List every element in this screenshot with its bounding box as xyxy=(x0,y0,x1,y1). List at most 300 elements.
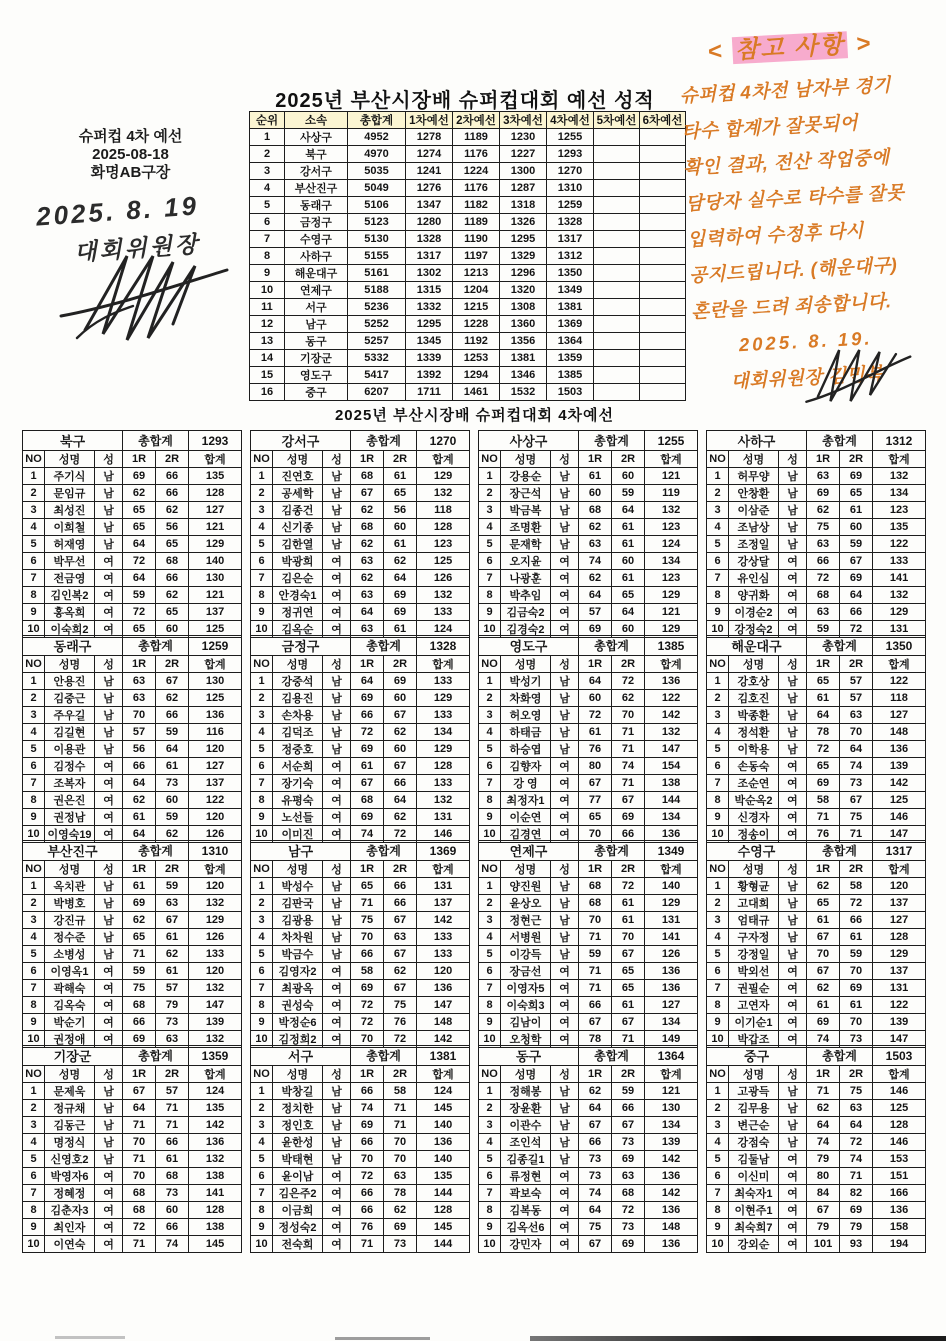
player-cell: 1 xyxy=(251,878,273,895)
player-cell: 여 xyxy=(779,980,807,997)
player-cell: 71 xyxy=(612,775,645,792)
player-cell: 72 xyxy=(840,621,873,638)
player-cell: 박추임 xyxy=(501,587,551,604)
district-col-header: 2R xyxy=(384,861,417,878)
player-row xyxy=(251,912,470,929)
player-cell: 1 xyxy=(251,673,273,690)
player-cell: 2 xyxy=(479,895,501,912)
player-cell: 2 xyxy=(479,1100,501,1117)
ranking-col-header: 5차예선 xyxy=(594,112,640,129)
player-cell: 61 xyxy=(156,929,189,946)
ranking-cell: 서구 xyxy=(285,299,348,316)
district-title-row xyxy=(479,841,698,861)
ranking-cell: 5 xyxy=(250,197,285,214)
district-table-남구 xyxy=(250,840,469,1048)
scan-artifact xyxy=(55,1336,125,1339)
district-total-value: 1255 xyxy=(645,431,698,451)
player-cell: 권정남 xyxy=(45,809,95,826)
notice-line: 확인 결과, 전산 작업중에 xyxy=(683,146,891,178)
player-cell: 129 xyxy=(873,604,926,621)
player-cell: 7 xyxy=(251,775,273,792)
ranking-cell: 1350 xyxy=(547,265,594,282)
player-cell: 69 xyxy=(351,690,384,707)
player-cell: 여 xyxy=(779,621,807,638)
player-row xyxy=(707,519,926,536)
player-cell: 70 xyxy=(351,929,384,946)
player-row xyxy=(479,963,698,980)
player-cell: 여 xyxy=(323,1014,351,1031)
player-cell: 이현주1 xyxy=(729,1202,779,1219)
district-name: 서구 xyxy=(251,1046,351,1066)
player-cell: 여 xyxy=(551,809,579,826)
player-cell: 8 xyxy=(23,587,45,604)
player-cell: 140 xyxy=(189,553,242,570)
player-cell: 64 xyxy=(612,502,645,519)
player-cell: 73 xyxy=(612,1134,645,1151)
player-cell: 남 xyxy=(95,1117,123,1134)
player-row xyxy=(479,929,698,946)
player-cell: 여 xyxy=(779,809,807,826)
player-row xyxy=(707,1185,926,1202)
player-cell: 62 xyxy=(123,912,156,929)
player-cell: 78 xyxy=(384,1185,417,1202)
player-cell: 133 xyxy=(417,929,470,946)
ranking-cell xyxy=(640,299,686,316)
player-cell: 이희철 xyxy=(45,519,95,536)
player-cell: 5 xyxy=(479,946,501,963)
player-cell: 5 xyxy=(707,536,729,553)
district-col-header: 성명 xyxy=(501,861,551,878)
player-cell: 여 xyxy=(323,1219,351,1236)
chairman-signature xyxy=(55,242,235,357)
player-cell: 69 xyxy=(123,895,156,912)
player-cell: 여 xyxy=(95,792,123,809)
player-row xyxy=(251,1168,470,1185)
player-cell: 7 xyxy=(707,775,729,792)
player-row xyxy=(707,502,926,519)
player-cell: 70 xyxy=(807,946,840,963)
player-cell: 4 xyxy=(251,1134,273,1151)
player-cell: 허무양 xyxy=(729,468,779,485)
player-row xyxy=(23,980,242,997)
player-row xyxy=(23,775,242,792)
player-cell: 10 xyxy=(251,1236,273,1253)
ranking-cell: 1503 xyxy=(547,384,594,401)
player-cell: 72 xyxy=(840,1134,873,1151)
player-cell: 67 xyxy=(807,929,840,946)
player-cell: 정귀연 xyxy=(273,604,323,621)
district-title-row xyxy=(251,1046,470,1066)
player-cell: 67 xyxy=(612,1117,645,1134)
player-cell: 남 xyxy=(323,1083,351,1100)
player-cell: 박순기 xyxy=(45,1014,95,1031)
ranking-cell: 1 xyxy=(250,129,285,146)
player-cell: 129 xyxy=(873,946,926,963)
player-cell: 66 xyxy=(351,1185,384,1202)
player-cell: 전금영 xyxy=(45,570,95,587)
player-cell: 8 xyxy=(23,997,45,1014)
ranking-cell: 1241 xyxy=(406,163,453,180)
district-col-header: 성명 xyxy=(273,656,323,673)
player-row xyxy=(251,980,470,997)
player-cell: 123 xyxy=(645,519,698,536)
player-cell: 2 xyxy=(23,690,45,707)
player-cell: 정중호 xyxy=(273,741,323,758)
player-cell: 남 xyxy=(551,1134,579,1151)
player-cell: 166 xyxy=(873,1185,926,1202)
player-cell: 장기숙 xyxy=(273,775,323,792)
district-col-header: 1R xyxy=(579,451,612,468)
district-table-중구 xyxy=(706,1045,925,1253)
ranking-cell: 1360 xyxy=(500,316,547,333)
district-col-header: 합계 xyxy=(873,1066,926,1083)
player-cell: 정현근 xyxy=(501,912,551,929)
player-cell: 남 xyxy=(95,741,123,758)
player-cell: 남 xyxy=(779,536,807,553)
district-table-사하구 xyxy=(706,430,925,638)
district-col-header: 1R xyxy=(807,656,840,673)
player-cell: 1 xyxy=(23,468,45,485)
player-cell: 남 xyxy=(779,673,807,690)
player-cell: 3 xyxy=(23,707,45,724)
player-cell: 6 xyxy=(251,758,273,775)
player-cell: 4 xyxy=(23,519,45,536)
player-cell: 이미진 xyxy=(273,826,323,843)
player-cell: 3 xyxy=(23,1117,45,1134)
player-cell: 64 xyxy=(579,1100,612,1117)
player-cell: 여 xyxy=(323,758,351,775)
ranking-cell: 강서구 xyxy=(285,163,348,180)
player-cell: 134 xyxy=(645,809,698,826)
player-cell: 8 xyxy=(251,1202,273,1219)
district-title-row xyxy=(707,1046,926,1066)
player-row xyxy=(251,929,470,946)
player-cell: 여 xyxy=(551,621,579,638)
player-cell: 66 xyxy=(156,485,189,502)
player-row xyxy=(23,1219,242,1236)
player-cell: 1 xyxy=(23,1083,45,1100)
player-cell: 박금수 xyxy=(273,946,323,963)
player-cell: 남 xyxy=(323,536,351,553)
event-date: 2025-08-18 xyxy=(92,146,169,163)
player-cell: 남 xyxy=(95,690,123,707)
player-cell: 여 xyxy=(779,997,807,1014)
ranking-cell: 10 xyxy=(250,282,285,299)
district-table-동구 xyxy=(478,1045,697,1253)
player-cell: 70 xyxy=(384,1151,417,1168)
player-row xyxy=(479,1219,698,1236)
ranking-cell: 1328 xyxy=(547,214,594,231)
player-cell: 67 xyxy=(807,963,840,980)
notice-line: 타수 합계가 잘못되어 xyxy=(681,111,859,142)
ranking-cell: 1381 xyxy=(500,350,547,367)
player-cell: 3 xyxy=(479,502,501,519)
player-row xyxy=(251,1117,470,1134)
player-cell: 9 xyxy=(707,809,729,826)
player-cell: 70 xyxy=(612,707,645,724)
ranking-cell xyxy=(594,180,640,197)
player-cell: 62 xyxy=(579,519,612,536)
player-cell: 7 xyxy=(23,980,45,997)
player-cell: 74 xyxy=(840,758,873,775)
player-cell: 5 xyxy=(479,741,501,758)
player-cell: 2 xyxy=(23,895,45,912)
player-cell: 59 xyxy=(807,621,840,638)
player-cell: 60 xyxy=(384,519,417,536)
player-cell: 139 xyxy=(189,1014,242,1031)
district-name: 부산진구 xyxy=(23,841,123,861)
ranking-cell: 1317 xyxy=(406,248,453,265)
player-cell: 59 xyxy=(156,724,189,741)
ranking-cell: 중구 xyxy=(285,384,348,401)
ranking-row xyxy=(250,146,686,163)
player-cell: 132 xyxy=(417,792,470,809)
player-cell: 65 xyxy=(123,929,156,946)
player-cell: 64 xyxy=(579,1202,612,1219)
district-col-header: 1R xyxy=(351,1066,384,1083)
ranking-cell: 5123 xyxy=(348,214,406,231)
district-total-label: 총합계 xyxy=(807,841,873,861)
player-cell: 2 xyxy=(251,485,273,502)
player-cell: 72 xyxy=(612,878,645,895)
ranking-cell: 1294 xyxy=(453,367,500,384)
district-total-label: 총합계 xyxy=(807,636,873,656)
player-cell: 안경숙1 xyxy=(273,587,323,604)
player-row xyxy=(251,1083,470,1100)
player-cell: 최광옥 xyxy=(273,980,323,997)
player-cell: 61 xyxy=(579,724,612,741)
player-row xyxy=(251,1014,470,1031)
player-cell: 75 xyxy=(840,1083,873,1100)
player-cell: 137 xyxy=(189,604,242,621)
district-col-header: 2R xyxy=(384,1066,417,1083)
player-cell: 주기식 xyxy=(45,468,95,485)
player-cell: 62 xyxy=(156,826,189,843)
player-cell: 8 xyxy=(707,997,729,1014)
player-cell: 67 xyxy=(840,553,873,570)
district-col-header: NO xyxy=(251,656,273,673)
ranking-cell: 13 xyxy=(250,333,285,350)
player-cell: 70 xyxy=(384,1134,417,1151)
player-cell: 이용관 xyxy=(45,741,95,758)
district-col-header: 합계 xyxy=(645,861,698,878)
event-info-block xyxy=(28,128,233,182)
player-cell: 123 xyxy=(645,570,698,587)
event-name: 슈퍼컵 4차 예선 xyxy=(78,128,183,145)
player-cell: 145 xyxy=(417,1219,470,1236)
player-row xyxy=(251,963,470,980)
ranking-cell: 1190 xyxy=(453,231,500,248)
ranking-cell: 5155 xyxy=(348,248,406,265)
player-cell: 57 xyxy=(123,724,156,741)
district-header-row xyxy=(707,656,926,673)
player-cell: 69 xyxy=(840,570,873,587)
player-row xyxy=(251,792,470,809)
player-row xyxy=(23,741,242,758)
player-cell: 조남상 xyxy=(729,519,779,536)
player-row xyxy=(23,673,242,690)
district-total-label: 총합계 xyxy=(807,431,873,451)
district-col-header: 합계 xyxy=(417,1066,470,1083)
ranking-row xyxy=(250,265,686,282)
player-cell: 139 xyxy=(645,1134,698,1151)
player-cell: 김한열 xyxy=(273,536,323,553)
player-cell: 68 xyxy=(579,878,612,895)
player-cell: 7 xyxy=(479,775,501,792)
player-cell: 70 xyxy=(351,1151,384,1168)
player-cell: 남 xyxy=(551,707,579,724)
district-table xyxy=(706,635,926,843)
district-col-header: 성 xyxy=(95,861,123,878)
ranking-cell xyxy=(594,248,640,265)
player-cell: 59 xyxy=(123,587,156,604)
player-cell: 여 xyxy=(323,963,351,980)
player-row xyxy=(23,1134,242,1151)
player-cell: 남 xyxy=(323,1151,351,1168)
player-cell: 67 xyxy=(579,1014,612,1031)
player-cell: 66 xyxy=(807,553,840,570)
player-cell: 9 xyxy=(23,1014,45,1031)
ranking-col-header: 6차예선 xyxy=(640,112,686,129)
player-cell: 여 xyxy=(551,570,579,587)
player-cell: 142 xyxy=(417,912,470,929)
ranking-cell xyxy=(594,231,640,248)
player-cell: 72 xyxy=(807,570,840,587)
player-cell: 여 xyxy=(779,587,807,604)
player-cell: 남 xyxy=(95,724,123,741)
player-cell: 남 xyxy=(779,707,807,724)
player-cell: 허오영 xyxy=(501,707,551,724)
ranking-cell: 1315 xyxy=(406,282,453,299)
player-cell: 박정순6 xyxy=(273,1014,323,1031)
district-table-연제구 xyxy=(478,840,697,1048)
player-row xyxy=(479,485,698,502)
district-col-header: 1R xyxy=(351,861,384,878)
player-row xyxy=(251,1202,470,1219)
ranking-col-header: 4차예선 xyxy=(547,112,594,129)
district-total-value: 1503 xyxy=(873,1046,926,1066)
player-cell: 61 xyxy=(840,997,873,1014)
player-row xyxy=(251,1134,470,1151)
player-cell: 차차원 xyxy=(273,929,323,946)
player-cell: 8 xyxy=(23,1202,45,1219)
district-name: 중구 xyxy=(707,1046,807,1066)
ranking-cell: 1328 xyxy=(406,231,453,248)
district-col-header: NO xyxy=(23,1066,45,1083)
player-cell: 남 xyxy=(779,502,807,519)
district-table-사상구 xyxy=(478,430,697,638)
player-cell: 66 xyxy=(123,758,156,775)
player-row xyxy=(23,1083,242,1100)
ranking-cell: 영도구 xyxy=(285,367,348,384)
player-row xyxy=(707,1236,926,1253)
player-cell: 남 xyxy=(779,912,807,929)
player-cell: 정송이 xyxy=(729,826,779,843)
player-cell: 7 xyxy=(23,570,45,587)
player-cell: 66 xyxy=(156,707,189,724)
ranking-cell: 7 xyxy=(250,231,285,248)
district-col-header: 2R xyxy=(384,656,417,673)
district-col-header: 합계 xyxy=(645,656,698,673)
player-cell: 63 xyxy=(351,621,384,638)
district-title-row xyxy=(479,1046,698,1066)
player-cell: 66 xyxy=(351,1083,384,1100)
player-cell: 63 xyxy=(351,553,384,570)
player-cell: 김은주2 xyxy=(273,1185,323,1202)
player-cell: 5 xyxy=(23,946,45,963)
district-title-row xyxy=(707,841,926,861)
player-row xyxy=(251,946,470,963)
ranking-row xyxy=(250,180,686,197)
player-cell: 133 xyxy=(417,946,470,963)
player-cell: 76 xyxy=(579,741,612,758)
player-cell: 2 xyxy=(707,895,729,912)
district-header-row xyxy=(707,861,926,878)
district-table-부산진구 xyxy=(22,840,241,1048)
player-cell: 62 xyxy=(807,502,840,519)
ranking-cell: 1213 xyxy=(453,265,500,282)
player-cell: 김경숙2 xyxy=(501,621,551,638)
player-cell: 김둘남 xyxy=(729,1151,779,1168)
ranking-cell: 11 xyxy=(250,299,285,316)
player-row xyxy=(23,690,242,707)
player-cell: 4 xyxy=(479,519,501,536)
player-cell: 68 xyxy=(351,468,384,485)
player-cell: 60 xyxy=(612,553,645,570)
player-row xyxy=(23,485,242,502)
player-cell: 64 xyxy=(123,1100,156,1117)
player-row xyxy=(251,997,470,1014)
player-cell: 121 xyxy=(645,468,698,485)
district-total-value: 1381 xyxy=(417,1046,470,1066)
player-cell: 71 xyxy=(612,741,645,758)
district-header-row xyxy=(707,1066,926,1083)
player-cell: 75 xyxy=(384,997,417,1014)
ranking-cell: 1381 xyxy=(547,299,594,316)
player-cell: 132 xyxy=(189,895,242,912)
player-cell: 권은진 xyxy=(45,792,95,809)
player-cell: 이연숙 xyxy=(45,1236,95,1253)
player-cell: 74 xyxy=(612,758,645,775)
player-cell: 9 xyxy=(251,809,273,826)
player-cell: 64 xyxy=(123,826,156,843)
player-cell: 135 xyxy=(417,1168,470,1185)
district-table xyxy=(22,430,242,638)
district-header-row xyxy=(251,861,470,878)
district-total-value: 1350 xyxy=(873,636,926,656)
player-cell: 이순연 xyxy=(501,809,551,826)
player-cell: 4 xyxy=(707,929,729,946)
ranking-cell xyxy=(640,197,686,214)
player-cell: 1 xyxy=(479,673,501,690)
district-col-header: 성 xyxy=(95,656,123,673)
player-cell: 2 xyxy=(479,690,501,707)
player-cell: 120 xyxy=(189,809,242,826)
player-cell: 강중석 xyxy=(273,673,323,690)
player-cell: 132 xyxy=(645,502,698,519)
player-cell: 이숙희2 xyxy=(45,621,95,638)
player-cell: 61 xyxy=(123,809,156,826)
player-cell: 128 xyxy=(873,929,926,946)
player-cell: 132 xyxy=(873,468,926,485)
district-col-header: 2R xyxy=(156,451,189,468)
player-cell: 128 xyxy=(417,758,470,775)
player-cell: 7 xyxy=(479,570,501,587)
district-col-header: 성 xyxy=(551,451,579,468)
player-cell: 70 xyxy=(840,1014,873,1031)
player-cell: 61 xyxy=(612,570,645,587)
district-col-header: 성 xyxy=(95,1066,123,1083)
